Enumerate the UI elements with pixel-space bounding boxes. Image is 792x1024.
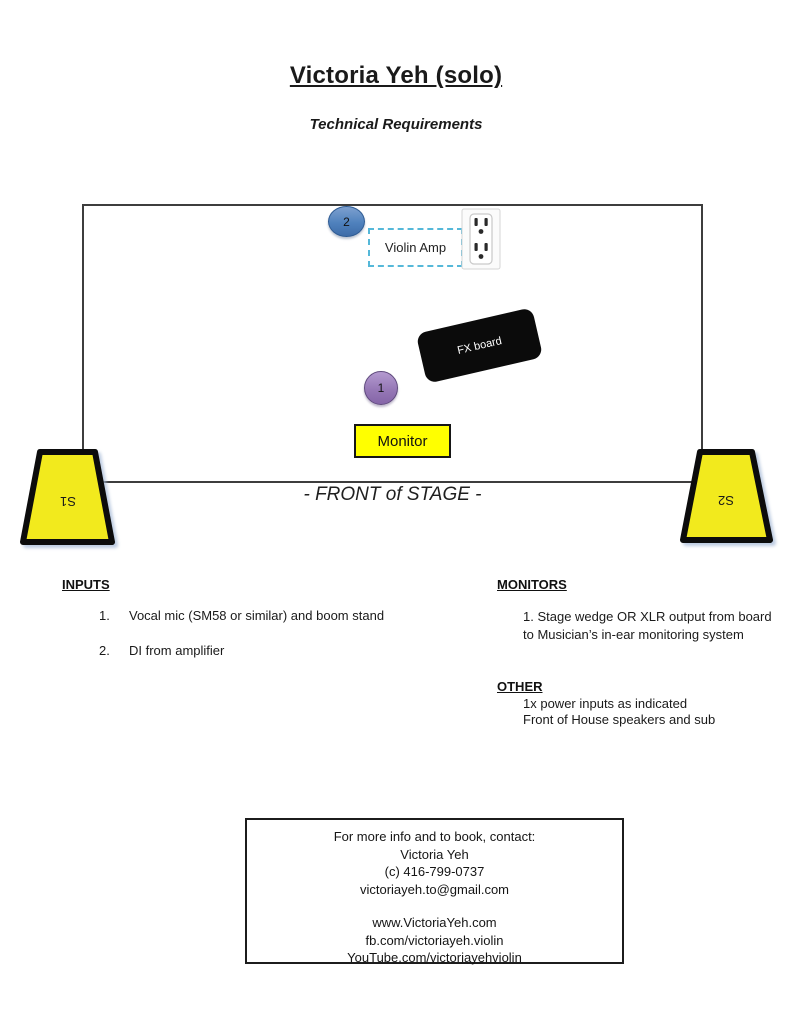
contact-phone: (c) 416-799-0737 [384,864,485,879]
input-marker-2 [328,206,365,237]
other-heading: OTHER [497,679,543,694]
inputs-item-1 [99,608,429,623]
other-line-2: Front of House speakers and sub [523,712,716,727]
monitor-label: Monitor [377,432,428,450]
inputs-item-1-number: 1. [99,608,110,623]
speaker-s2-label: S2 [718,493,734,508]
contact-spacer [247,898,622,914]
inputs-item-2-number: 2. [99,643,110,658]
contact-facebook: fb.com/victoriayeh.violin [365,932,504,948]
contact-name: Victoria Yeh [400,846,469,862]
speaker-s2 [675,444,778,555]
inputs-list [99,608,429,678]
speaker-s1-label: S1 [60,494,76,509]
input-marker-1-label: 1 [377,381,385,395]
other-line-1: 1x power inputs as indicated [523,696,688,711]
speaker-s1 [15,444,120,557]
inputs-heading: INPUTS [62,577,110,592]
monitors-text [523,608,773,644]
inputs-item-2-text: DI from amplifier [129,643,225,658]
inputs-item-2 [99,643,429,658]
contact-email: victoriayeh.to@gmail.com [359,881,510,897]
contact-box [245,818,624,964]
violin-amp-box [368,228,463,267]
power-outlet-icon [461,208,501,270]
other-text [523,696,773,728]
contact-intro: For more info and to book, contact: [333,829,536,844]
monitors-line-1: 1. Stage wedge OR XLR output from board [523,609,772,624]
violin-amp-label: Violin Amp [384,240,447,255]
contact-youtube: YouTube.com/victoriayehviolin [347,950,522,965]
inputs-item-1-text: Vocal mic (SM58 or similar) and boom stand [129,608,385,623]
contact-website: www.VictoriaYeh.com [372,915,497,930]
monitor-wedge [354,424,451,458]
front-of-stage-label: - FRONT of STAGE - [303,484,482,505]
input-marker-2-label: 2 [343,214,350,229]
page-subtitle: Technical Requirements [309,116,483,133]
fx-board-label: FX board [456,334,503,357]
monitors-line-2: to Musician’s in-ear monitoring system [523,627,744,642]
input-marker-1 [364,371,398,405]
monitors-heading: MONITORS [497,577,567,592]
page-title: Victoria Yeh (solo) [289,62,503,89]
